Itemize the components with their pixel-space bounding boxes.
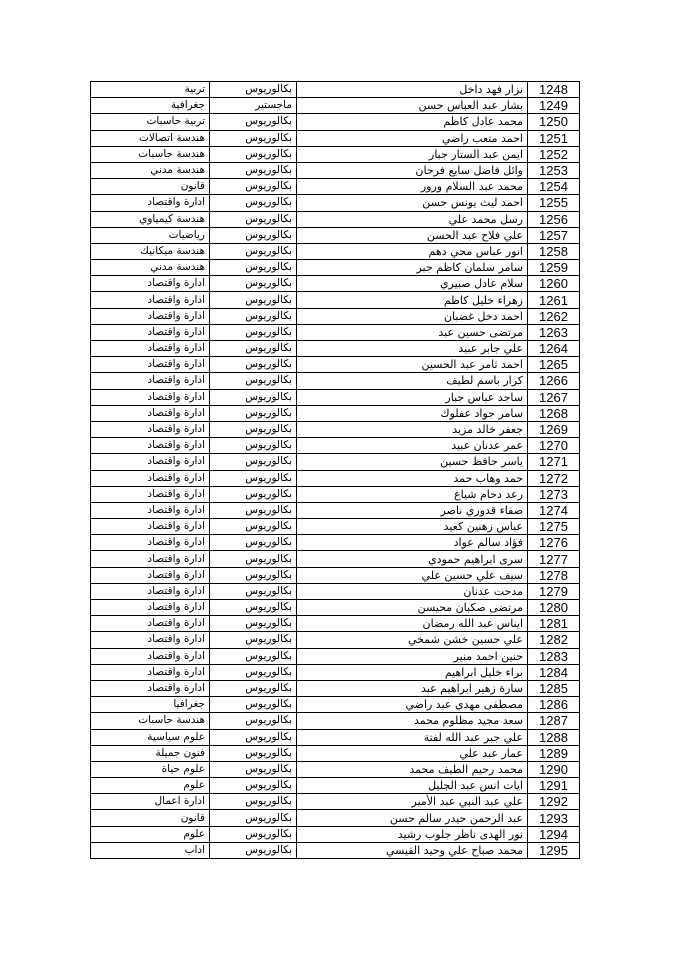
name-cell: علي فلاح عبد الحسن bbox=[297, 227, 528, 243]
degree-cell: بكالوريوس bbox=[210, 130, 297, 146]
degree-cell: بكالوريوس bbox=[210, 713, 297, 729]
name-cell: مدحت عدنان bbox=[297, 583, 528, 599]
degree-cell: بكالوريوس bbox=[210, 373, 297, 389]
table-row bbox=[91, 551, 580, 567]
name-cell: حمد وهاب حمد bbox=[297, 470, 528, 486]
table-row bbox=[91, 616, 580, 632]
number-cell: 1295 bbox=[528, 842, 580, 858]
field-cell: اداب bbox=[91, 842, 210, 858]
field-cell: هندسة ميكانيك bbox=[91, 243, 210, 259]
degree-cell: بكالوريوس bbox=[210, 502, 297, 518]
field-cell: هندسة كيمياوي bbox=[91, 211, 210, 227]
table-row bbox=[91, 664, 580, 680]
field-cell: ادارة واقتصاد bbox=[91, 519, 210, 535]
table-row bbox=[91, 389, 580, 405]
number-cell: 1256 bbox=[528, 211, 580, 227]
name-cell: سامر جواد عفلوك bbox=[297, 405, 528, 421]
degree-cell: بكالوريوس bbox=[210, 583, 297, 599]
degree-cell: بكالوريوس bbox=[210, 308, 297, 324]
number-cell: 1250 bbox=[528, 114, 580, 130]
field-cell: قانون bbox=[91, 810, 210, 826]
table-row bbox=[91, 729, 580, 745]
number-cell: 1263 bbox=[528, 324, 580, 340]
name-cell: عمار عبد علي bbox=[297, 745, 528, 761]
name-cell: مرتضى حسين عبد bbox=[297, 324, 528, 340]
degree-cell: بكالوريوس bbox=[210, 195, 297, 211]
degree-cell: بكالوريوس bbox=[210, 162, 297, 178]
degree-cell: بكالوريوس bbox=[210, 243, 297, 259]
field-cell: ادارة واقتصاد bbox=[91, 308, 210, 324]
field-cell: ادارة واقتصاد bbox=[91, 373, 210, 389]
field-cell: علوم bbox=[91, 826, 210, 842]
field-cell: ادارة واقتصاد bbox=[91, 357, 210, 373]
degree-cell: بكالوريوس bbox=[210, 114, 297, 130]
field-cell: ادارة واقتصاد bbox=[91, 292, 210, 308]
degree-cell: بكالوريوس bbox=[210, 389, 297, 405]
field-cell: ادارة واقتصاد bbox=[91, 324, 210, 340]
degree-cell: بكالوريوس bbox=[210, 146, 297, 162]
name-cell: ايناس عبد الله رمضان bbox=[297, 616, 528, 632]
number-cell: 1266 bbox=[528, 373, 580, 389]
table-row bbox=[91, 697, 580, 713]
degree-cell: بكالوريوس bbox=[210, 519, 297, 535]
name-cell: فؤاد سالم عواد bbox=[297, 535, 528, 551]
candidates-table-body bbox=[91, 82, 580, 859]
field-cell: علوم حياة bbox=[91, 761, 210, 777]
field-cell: ادارة واقتصاد bbox=[91, 276, 210, 292]
number-cell: 1290 bbox=[528, 761, 580, 777]
name-cell: جعفر خالد مزيد bbox=[297, 421, 528, 437]
field-cell: ادارة واقتصاد bbox=[91, 389, 210, 405]
number-cell: 1249 bbox=[528, 98, 580, 114]
table-row bbox=[91, 227, 580, 243]
degree-cell: بكالوريوس bbox=[210, 357, 297, 373]
field-cell: ادارة واقتصاد bbox=[91, 421, 210, 437]
field-cell: علوم bbox=[91, 778, 210, 794]
degree-cell: بكالوريوس bbox=[210, 276, 297, 292]
number-cell: 1258 bbox=[528, 243, 580, 259]
name-cell: سامر سلمان كاظم جبر bbox=[297, 260, 528, 276]
table-row bbox=[91, 292, 580, 308]
table-row bbox=[91, 648, 580, 664]
degree-cell: بكالوريوس bbox=[210, 292, 297, 308]
degree-cell: بكالوريوس bbox=[210, 842, 297, 858]
number-cell: 1267 bbox=[528, 389, 580, 405]
name-cell: حنين احمد منير bbox=[297, 648, 528, 664]
name-cell: محمد عبد السلام ورور bbox=[297, 179, 528, 195]
table-row bbox=[91, 680, 580, 696]
table-row bbox=[91, 713, 580, 729]
table-row bbox=[91, 243, 580, 259]
number-cell: 1274 bbox=[528, 502, 580, 518]
number-cell: 1286 bbox=[528, 697, 580, 713]
name-cell: احمد متعب راضي bbox=[297, 130, 528, 146]
number-cell: 1248 bbox=[528, 82, 580, 98]
field-cell: ادارة اعمال bbox=[91, 794, 210, 810]
number-cell: 1255 bbox=[528, 195, 580, 211]
number-cell: 1259 bbox=[528, 260, 580, 276]
degree-cell: بكالوريوس bbox=[210, 211, 297, 227]
degree-cell: بكالوريوس bbox=[210, 794, 297, 810]
field-cell: ادارة واقتصاد bbox=[91, 567, 210, 583]
table-row bbox=[91, 567, 580, 583]
field-cell: ادارة واقتصاد bbox=[91, 454, 210, 470]
name-cell: سارة زهير ابراهيم عبد bbox=[297, 680, 528, 696]
number-cell: 1284 bbox=[528, 664, 580, 680]
table-row bbox=[91, 179, 580, 195]
field-cell: هندسة اتصالات bbox=[91, 130, 210, 146]
name-cell: علي جابر عبيد bbox=[297, 341, 528, 357]
degree-cell: بكالوريوس bbox=[210, 405, 297, 421]
degree-cell: بكالوريوس bbox=[210, 486, 297, 502]
field-cell: تربية bbox=[91, 82, 210, 98]
number-cell: 1269 bbox=[528, 421, 580, 437]
table-row bbox=[91, 98, 580, 114]
number-cell: 1264 bbox=[528, 341, 580, 357]
name-cell: عمر عدنان عبيد bbox=[297, 438, 528, 454]
table-row bbox=[91, 146, 580, 162]
name-cell: مرتضى صكبان محيسن bbox=[297, 600, 528, 616]
name-cell: مصطفى مهدي عبد راضي bbox=[297, 697, 528, 713]
name-cell: نور الهدى ناظر جلوب رشيد bbox=[297, 826, 528, 842]
degree-cell: بكالوريوس bbox=[210, 421, 297, 437]
table-row bbox=[91, 583, 580, 599]
table-row bbox=[91, 632, 580, 648]
field-cell: هندسة حاسبات bbox=[91, 713, 210, 729]
field-cell: ادارة واقتصاد bbox=[91, 551, 210, 567]
number-cell: 1279 bbox=[528, 583, 580, 599]
table-row bbox=[91, 794, 580, 810]
table-row bbox=[91, 486, 580, 502]
table-row bbox=[91, 211, 580, 227]
table-row bbox=[91, 761, 580, 777]
field-cell: ادارة واقتصاد bbox=[91, 600, 210, 616]
table-row bbox=[91, 826, 580, 842]
name-cell: انور عباس محي دهم bbox=[297, 243, 528, 259]
degree-cell: بكالوريوس bbox=[210, 632, 297, 648]
degree-cell: بكالوريوس bbox=[210, 729, 297, 745]
table-row bbox=[91, 600, 580, 616]
number-cell: 1260 bbox=[528, 276, 580, 292]
number-cell: 1251 bbox=[528, 130, 580, 146]
name-cell: علي عبد النبي عبد الأمير bbox=[297, 794, 528, 810]
number-cell: 1268 bbox=[528, 405, 580, 421]
name-cell: رعد دحام شياع bbox=[297, 486, 528, 502]
number-cell: 1253 bbox=[528, 162, 580, 178]
table-row bbox=[91, 842, 580, 858]
degree-cell: بكالوريوس bbox=[210, 778, 297, 794]
degree-cell: بكالوريوس bbox=[210, 826, 297, 842]
name-cell: رسل محمد علي bbox=[297, 211, 528, 227]
table-row bbox=[91, 260, 580, 276]
number-cell: 1273 bbox=[528, 486, 580, 502]
degree-cell: بكالوريوس bbox=[210, 324, 297, 340]
degree-cell: بكالوريوس bbox=[210, 535, 297, 551]
number-cell: 1276 bbox=[528, 535, 580, 551]
number-cell: 1271 bbox=[528, 454, 580, 470]
number-cell: 1261 bbox=[528, 292, 580, 308]
field-cell: جغرافية bbox=[91, 98, 210, 114]
table-row bbox=[91, 308, 580, 324]
field-cell: رياضيات bbox=[91, 227, 210, 243]
number-cell: 1277 bbox=[528, 551, 580, 567]
name-cell: علي حسين خشن شمخي bbox=[297, 632, 528, 648]
field-cell: هندسة مدني bbox=[91, 260, 210, 276]
number-cell: 1289 bbox=[528, 745, 580, 761]
number-cell: 1270 bbox=[528, 438, 580, 454]
name-cell: محمد رحيم الطيف محمد bbox=[297, 761, 528, 777]
degree-cell: بكالوريوس bbox=[210, 227, 297, 243]
number-cell: 1254 bbox=[528, 179, 580, 195]
table-row bbox=[91, 82, 580, 98]
name-cell: ايات انس عبد الجليل bbox=[297, 778, 528, 794]
name-cell: سرى ابراهيم حمودي bbox=[297, 551, 528, 567]
field-cell: هندسة مدني bbox=[91, 162, 210, 178]
field-cell: ادارة واقتصاد bbox=[91, 486, 210, 502]
field-cell: قانون bbox=[91, 179, 210, 195]
degree-cell: بكالوريوس bbox=[210, 745, 297, 761]
name-cell: ايمن عبد الستار جبار bbox=[297, 146, 528, 162]
table-row bbox=[91, 357, 580, 373]
field-cell: تربية حاسبات bbox=[91, 114, 210, 130]
name-cell: بشار عبد العباس حسن bbox=[297, 98, 528, 114]
degree-cell: بكالوريوس bbox=[210, 664, 297, 680]
number-cell: 1275 bbox=[528, 519, 580, 535]
table-row bbox=[91, 405, 580, 421]
number-cell: 1278 bbox=[528, 567, 580, 583]
degree-cell: بكالوريوس bbox=[210, 648, 297, 664]
table-row bbox=[91, 470, 580, 486]
name-cell: علي جبر عبد الله لفتة bbox=[297, 729, 528, 745]
number-cell: 1287 bbox=[528, 713, 580, 729]
field-cell: ادارة واقتصاد bbox=[91, 405, 210, 421]
number-cell: 1257 bbox=[528, 227, 580, 243]
degree-cell: بكالوريوس bbox=[210, 761, 297, 777]
field-cell: ادارة واقتصاد bbox=[91, 616, 210, 632]
number-cell: 1291 bbox=[528, 778, 580, 794]
degree-cell: بكالوريوس bbox=[210, 697, 297, 713]
table-row bbox=[91, 276, 580, 292]
name-cell: سعد مجيد مظلوم محمد bbox=[297, 713, 528, 729]
number-cell: 1252 bbox=[528, 146, 580, 162]
name-cell: محمد عادل كاظم bbox=[297, 114, 528, 130]
table-row bbox=[91, 535, 580, 551]
field-cell: ادارة واقتصاد bbox=[91, 438, 210, 454]
field-cell: ادارة واقتصاد bbox=[91, 664, 210, 680]
field-cell: ادارة واقتصاد bbox=[91, 680, 210, 696]
degree-cell: بكالوريوس bbox=[210, 680, 297, 696]
name-cell: ياسر حافظ حسين bbox=[297, 454, 528, 470]
number-cell: 1292 bbox=[528, 794, 580, 810]
table-row bbox=[91, 745, 580, 761]
name-cell: نزار فهد داخل bbox=[297, 82, 528, 98]
number-cell: 1281 bbox=[528, 616, 580, 632]
name-cell: احمد ليث يونس حسن bbox=[297, 195, 528, 211]
table-row bbox=[91, 162, 580, 178]
name-cell: براء خليل ابراهيم bbox=[297, 664, 528, 680]
name-cell: سيف علي حسين علي bbox=[297, 567, 528, 583]
number-cell: 1272 bbox=[528, 470, 580, 486]
number-cell: 1283 bbox=[528, 648, 580, 664]
name-cell: عباس زهنين كعيد bbox=[297, 519, 528, 535]
number-cell: 1285 bbox=[528, 680, 580, 696]
number-cell: 1294 bbox=[528, 826, 580, 842]
field-cell: ادارة واقتصاد bbox=[91, 535, 210, 551]
table-row bbox=[91, 438, 580, 454]
field-cell: ادارة واقتصاد bbox=[91, 583, 210, 599]
name-cell: صفاء قدوري ناصر bbox=[297, 502, 528, 518]
table-row bbox=[91, 810, 580, 826]
table-row bbox=[91, 778, 580, 794]
name-cell: سلام عادل صبيري bbox=[297, 276, 528, 292]
table-row bbox=[91, 373, 580, 389]
field-cell: ادارة واقتصاد bbox=[91, 502, 210, 518]
field-cell: ادارة واقتصاد bbox=[91, 341, 210, 357]
degree-cell: بكالوريوس bbox=[210, 82, 297, 98]
number-cell: 1262 bbox=[528, 308, 580, 324]
table-row bbox=[91, 324, 580, 340]
field-cell: ادارة واقتصاد bbox=[91, 648, 210, 664]
name-cell: ساجد عباس جبار bbox=[297, 389, 528, 405]
degree-cell: بكالوريوس bbox=[210, 341, 297, 357]
field-cell: ادارة واقتصاد bbox=[91, 632, 210, 648]
degree-cell: بكالوريوس bbox=[210, 260, 297, 276]
degree-cell: بكالوريوس bbox=[210, 470, 297, 486]
table-row bbox=[91, 421, 580, 437]
degree-cell: بكالوريوس bbox=[210, 567, 297, 583]
candidates-table bbox=[90, 81, 580, 859]
number-cell: 1265 bbox=[528, 357, 580, 373]
field-cell: فنون جميلة bbox=[91, 745, 210, 761]
number-cell: 1280 bbox=[528, 600, 580, 616]
table-row bbox=[91, 130, 580, 146]
degree-cell: بكالوريوس bbox=[210, 551, 297, 567]
degree-cell: بكالوريوس bbox=[210, 179, 297, 195]
field-cell: ادارة واقتصاد bbox=[91, 470, 210, 486]
number-cell: 1288 bbox=[528, 729, 580, 745]
degree-cell: بكالوريوس bbox=[210, 810, 297, 826]
name-cell: احمد دخل غضبان bbox=[297, 308, 528, 324]
degree-cell: بكالوريوس bbox=[210, 616, 297, 632]
table-row bbox=[91, 341, 580, 357]
number-cell: 1293 bbox=[528, 810, 580, 826]
table-row bbox=[91, 114, 580, 130]
degree-cell: بكالوريوس bbox=[210, 600, 297, 616]
field-cell: جغرافيا bbox=[91, 697, 210, 713]
field-cell: ادارة واقتصاد bbox=[91, 195, 210, 211]
table-row bbox=[91, 195, 580, 211]
name-cell: احمد ثامر عبد الحسين bbox=[297, 357, 528, 373]
degree-cell: بكالوريوس bbox=[210, 438, 297, 454]
table-row bbox=[91, 502, 580, 518]
degree-cell: ماجستير bbox=[210, 98, 297, 114]
field-cell: علوم سياسية bbox=[91, 729, 210, 745]
field-cell: هندسة حاسبات bbox=[91, 146, 210, 162]
name-cell: كرار باسم لطيف bbox=[297, 373, 528, 389]
name-cell: زهراء خليل كاظم bbox=[297, 292, 528, 308]
degree-cell: بكالوريوس bbox=[210, 454, 297, 470]
table-row bbox=[91, 454, 580, 470]
number-cell: 1282 bbox=[528, 632, 580, 648]
name-cell: وائل فاضل سايع فرحان bbox=[297, 162, 528, 178]
name-cell: محمد صباح علي وحيد القيسي bbox=[297, 842, 528, 858]
name-cell: عبد الرحمن حيدر سالم حسن bbox=[297, 810, 528, 826]
table-row bbox=[91, 519, 580, 535]
